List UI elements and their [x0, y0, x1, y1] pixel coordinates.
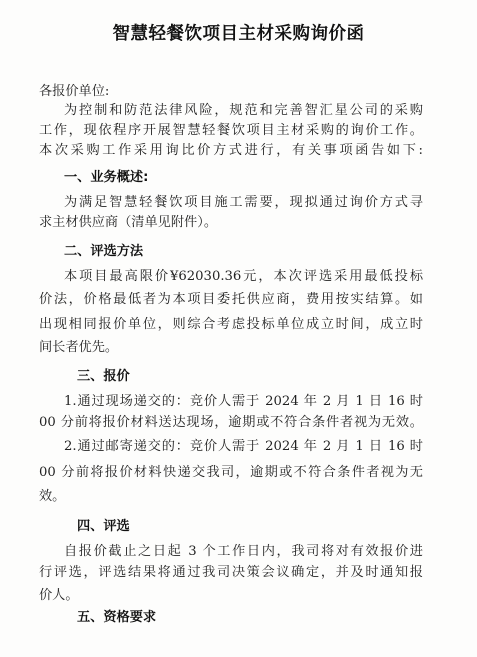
body-line: 各报价单位: — [39, 84, 110, 99]
body-line: 为控制和防范法律风险，规范和完善智汇星公司的采购 — [64, 103, 423, 118]
body-line: 本项目最高限价¥62030.36元，本次评选采用最低投标 — [64, 269, 423, 284]
body-line: 为满足智慧轻餐饮项目施工需要，现拟通过询价方式寻 — [64, 195, 423, 210]
body-line: 自报价截止之日起 3 个工作日内，我司将对有效报价进 — [64, 544, 423, 559]
body-line: 价人。 — [39, 588, 79, 603]
section-heading: 三、报价 — [77, 369, 130, 384]
section-heading: 五、资格要求 — [77, 610, 157, 625]
section-heading: 二、评选方法 — [64, 244, 144, 259]
body-line: 价法，价格最低者为本项目委托供应商，费用按实结算。如 — [39, 292, 423, 307]
body-line: 2.通过邮寄递交的：竞价人需于 2024 年 2 月 1 日 16 时 — [64, 439, 423, 454]
body-line: 行评选，评选结果将通过我司决策会议确定，并及时通知报 — [39, 565, 423, 580]
body-line: 1.通过现场递交的：竞价人需于 2024 年 2 月 1 日 16 时 — [64, 394, 423, 409]
body-line: 00 分前将报价材料送达现场，逾期或不符合条件者视为无效。 — [39, 415, 423, 430]
body-line: 间长者优先。 — [39, 340, 119, 355]
body-line: 工作，现依程序开展智慧轻餐饮项目主材采购的询价工作。 — [39, 123, 423, 138]
body-line: 效。 — [39, 489, 66, 504]
section-heading: 一、业务概述: — [64, 170, 149, 185]
body-line: 出现相同报价单位，则综合考虑投标单位成立时间，成立时 — [39, 317, 423, 332]
body-line: 求主材供应商（清单见附件）。 — [39, 215, 218, 230]
body-line: 本次采购工作采用询比价方式进行，有关事项函告如下: — [39, 143, 423, 158]
section-heading: 四、评选 — [77, 519, 130, 534]
body-line: 00 分前将报价材料快递交我司，逾期或不符合条件者视为无 — [39, 465, 423, 480]
document-title: 智慧轻餐饮项目主材采购询价函 — [112, 24, 365, 44]
